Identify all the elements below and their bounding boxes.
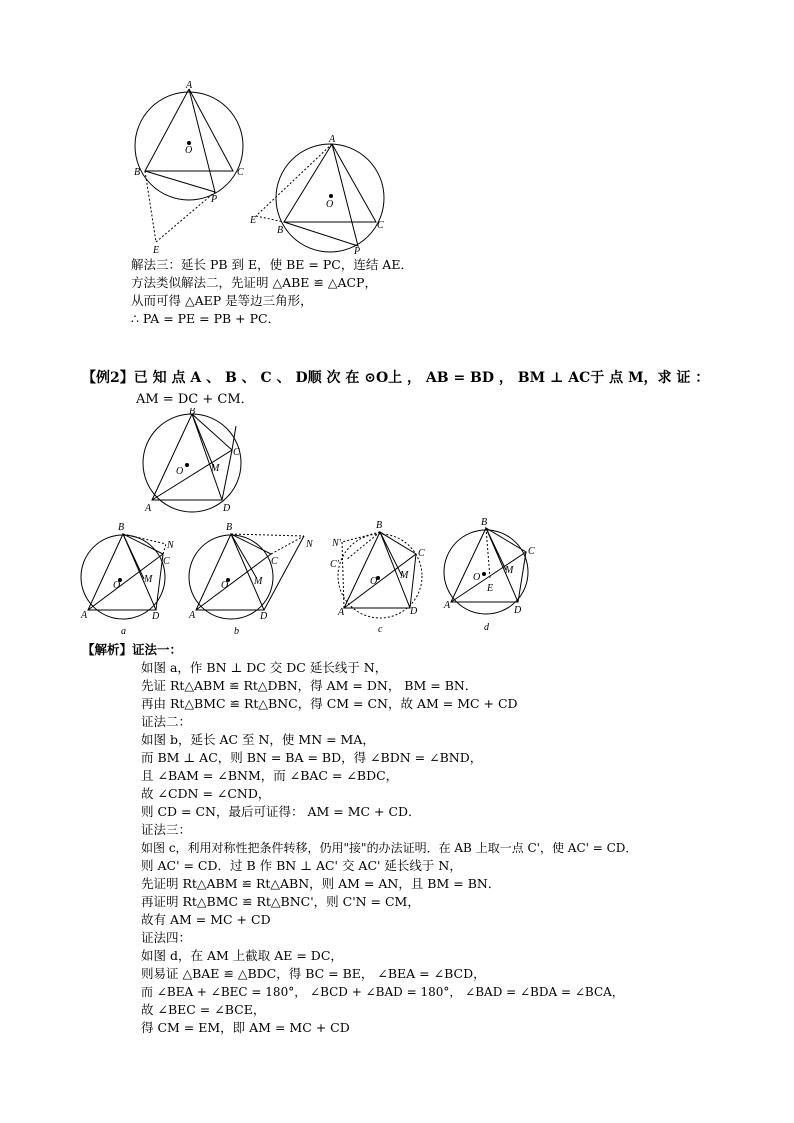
- example-2-subtitle: AM = DC + CM．: [136, 392, 254, 407]
- label-N: N: [306, 539, 313, 550]
- analysis-line-15: 再证明 Rt△BMC ≌ Rt△BNC'，则 C'N = CM，: [141, 894, 420, 909]
- label-B: B: [118, 522, 125, 533]
- label-D: D: [152, 611, 160, 622]
- label-P: P: [211, 194, 218, 205]
- label-C: C: [233, 447, 240, 458]
- label-P: P: [354, 246, 361, 255]
- figure-2: [246, 130, 396, 255]
- label-B: B: [277, 225, 284, 236]
- example-2-figure: [134, 408, 244, 516]
- label-A: A: [145, 503, 152, 514]
- label-D: D: [260, 611, 268, 622]
- analysis-line-2: 如图 a，作 BN ⊥ DC 交 DC 延长线于 N，: [141, 660, 388, 675]
- caption-b: b: [234, 626, 239, 637]
- analysis-line-9: 故 ∠CDN = ∠CND，: [141, 786, 271, 801]
- figure-b: [186, 522, 316, 624]
- analysis-line-13: 则 AC' = CD．过 B 作 BN ⊥ AC' 交 AC' 延长线于 N，: [141, 858, 462, 873]
- solution-3-line-3: 从而可得 △AEP 是等边三角形，: [131, 293, 313, 308]
- analysis-line-1: 【解析】证法一：: [82, 642, 183, 657]
- analysis-line-11: 证法三：: [141, 822, 192, 837]
- label-O: O: [326, 199, 334, 210]
- figure-c: [330, 518, 432, 624]
- label-C: C: [418, 548, 425, 559]
- analysis-line-16: 故有 AM = MC + CD: [141, 912, 271, 927]
- label-O: O: [473, 572, 481, 583]
- figure-a: [78, 522, 180, 624]
- label-B: B: [376, 520, 383, 531]
- analysis-line-8: 且 ∠BAM = ∠BNM，而 ∠BAC = ∠BDC，: [141, 768, 399, 783]
- analysis-line-6: 如图 b，延长 AC 至 N，使 MN = MA，: [141, 732, 375, 747]
- solution-3-line-4: ∴ PA = PE = PB + PC．: [131, 311, 281, 326]
- caption-a: a: [121, 626, 126, 637]
- analysis-line-12: 如图 c，利用对称性把条件转移，仍用"接"的办法证明．在 AB 上取一点 C'，使 AC' = CD．: [141, 841, 638, 855]
- label-B: B: [189, 408, 196, 417]
- solution-3-line-1: 解法三：延长 PB 到 E，使 BE = PC，连结 AE．: [131, 257, 413, 272]
- analysis-line-3: 先证 Rt△ABM ≌ Rt△DBN，得 AM = DN， BM = BN．: [141, 678, 478, 693]
- analysis-line-19: 则易证 △BAE ≌ △BDC，得 BC = BE， ∠BEA = ∠BCD，: [141, 966, 486, 981]
- label-O: O: [370, 576, 378, 587]
- label-A: A: [329, 134, 336, 145]
- analysis-line-18: 如图 d，在 AM 上截取 AE = DC，: [141, 948, 343, 963]
- label-A: A: [81, 610, 88, 621]
- label-D: D: [223, 503, 231, 514]
- label-C: C: [163, 556, 170, 567]
- label-B: B: [134, 167, 141, 178]
- label-E: E: [153, 245, 160, 254]
- analysis-line-20: 而 ∠BEA + ∠BEC = 180°， ∠BCD + ∠BAD = 180°， ∠BAD = ∠BDA = ∠BCA，: [141, 985, 624, 999]
- label-M: M: [505, 565, 514, 576]
- label-M: M: [144, 574, 153, 585]
- label-M: M: [400, 570, 409, 581]
- label-N: N: [167, 540, 174, 551]
- analysis-line-7: 而 BM ⊥ AC，则 BN = BA = BD，得 ∠BDN = ∠BND，: [141, 750, 483, 765]
- analysis-line-14: 先证明 Rt△ABM ≌ Rt△ABN，则 AM = AN，且 BM = BN．: [141, 876, 501, 891]
- label-B: B: [481, 517, 488, 528]
- label-C: C: [377, 220, 384, 231]
- label-O: O: [176, 466, 184, 477]
- label-C: C: [528, 546, 535, 557]
- analysis-line-21: 故 ∠BEC = ∠BCE，: [141, 1002, 266, 1017]
- caption-d: d: [484, 622, 489, 633]
- label-C-prime: C': [330, 559, 339, 570]
- figure-1: [120, 74, 260, 254]
- caption-c: c: [378, 624, 383, 635]
- label-A: A: [186, 80, 193, 91]
- label-O: O: [185, 145, 193, 156]
- analysis-line-17: 证法四：: [141, 930, 192, 945]
- label-D: D: [514, 605, 522, 616]
- label-C: C: [237, 167, 244, 178]
- solution-3-line-2: 方法类似解法二，先证明 △ABE ≌ △ACP，: [131, 275, 377, 290]
- label-A: A: [189, 610, 196, 621]
- figure-d: [440, 516, 542, 622]
- analysis-line-4: 再由 Rt△BMC ≌ Rt△BNC，得 CM = CN，故 AM = MC + CD: [141, 696, 518, 711]
- label-E: E: [250, 215, 257, 226]
- label-A: A: [338, 607, 345, 618]
- example-2-title: 【例2】已 知 点 A 、 B 、 C 、 D顺 次 在 ⊙O上 ， AB = BD ， BM ⊥ AC于 点 M，求 证 ：: [82, 370, 710, 386]
- analysis-line-22: 得 CM = EM，即 AM = MC + CD: [141, 1020, 350, 1035]
- label-M: M: [211, 463, 220, 474]
- analysis-line-10: 则 CD = CN，最后可证得： AM = MC + CD．: [141, 804, 421, 819]
- label-O: O: [221, 580, 229, 591]
- label-C: C: [271, 556, 278, 567]
- label-D: D: [410, 606, 418, 617]
- label-B: B: [226, 522, 233, 533]
- label-N-prime: N': [332, 538, 341, 549]
- label-A: A: [444, 600, 451, 611]
- label-M: M: [254, 576, 263, 587]
- analysis-line-5: 证法二：: [141, 714, 192, 729]
- label-E: E: [487, 583, 494, 594]
- label-O: O: [113, 580, 121, 591]
